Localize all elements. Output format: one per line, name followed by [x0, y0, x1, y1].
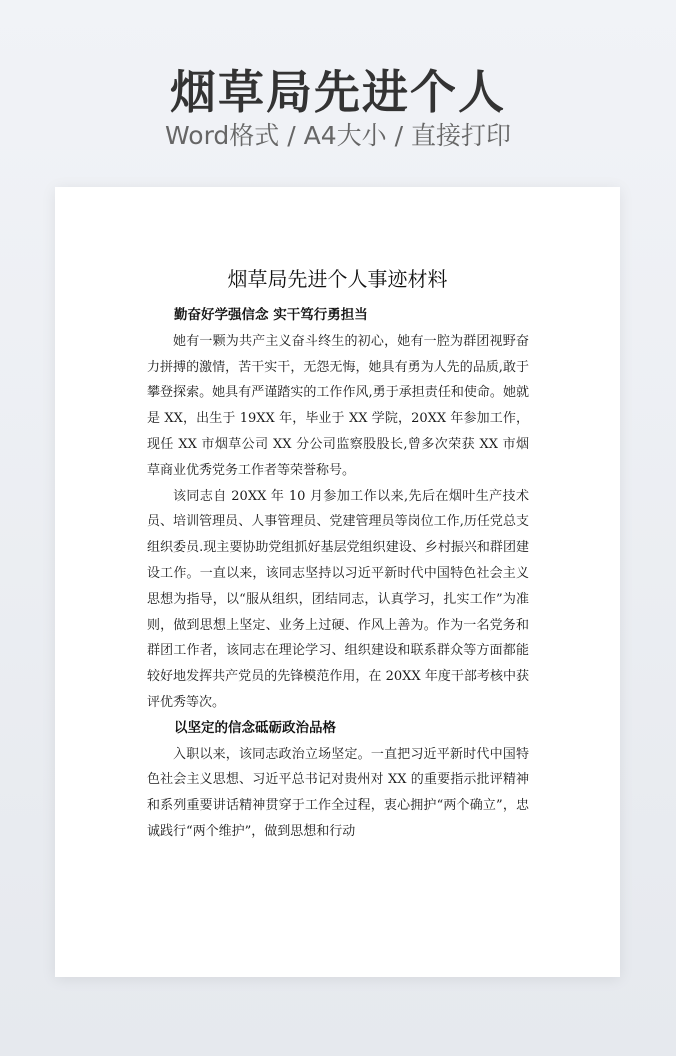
document-page — [55, 187, 620, 977]
section-heading: 勤奋好学强信念 实干笃行勇担当 — [174, 307, 368, 323]
section-heading: 以坚定的信念砥砺政治品格 — [174, 719, 336, 736]
banner-title: 烟草局先进个人 — [170, 65, 506, 119]
paragraph: 该同志自 20XX 年 10 月参加工作以来,先后在烟叶生产技术员、培训管理员、人事管理员、党建管理员等岗位工作,历任党总支组织委员.现主要协助党组抓好基层党组织建设、乡村振兴和群团建设工作。一直以来，该同志坚持以习近平新时代中国特色社会主义思想为指导，以“服从组织，团结同志，认真学习，扎实工作”为准则，做到思想上坚定、业务上过硬、作风上善为。作为一名党务和群团工作者，该同志在理论学习、组织建设和联系群众等方面都能较好地发挥共产党员的先锋模范作用，在 20XX 年度干部考核中获评优秀等次。 — [147, 488, 529, 710]
document-title: 烟草局先进个人事迹材料 — [227, 267, 448, 291]
paragraph: 她有一颗为共产主义奋斗终生的初心，她有一腔为群团视野奋力拼搏的激情，苦干实干，无怨无悔，她具有勇为人先的品质,敢于攀登探索。她具有严谨踏实的工作作风,勇于承担责任和使命。她就是 XX，出生于 19XX 年，毕业于 XX 学院，20XX 年参加工作，现任 XX 市烟草公司 XX 分公司监察股股长,曾多次荣获 XX 市烟草商业优秀党务工作者等荣誉称号。 — [147, 333, 529, 478]
paragraph: 入职以来，该同志政治立场坚定。一直把习近平新时代中国特色社会主义思想、习近平总书记对贵州对 XX 的重要指示批评精神和系列重要讲话精神贯穿于工作全过程，衷心拥护“两个确立”，忠诚践行“两个维护”，做到思想和行动 — [147, 746, 529, 839]
document-body — [147, 303, 529, 845]
banner-subtitle: Word格式 / A4大小 / 直接打印 — [165, 121, 511, 150]
